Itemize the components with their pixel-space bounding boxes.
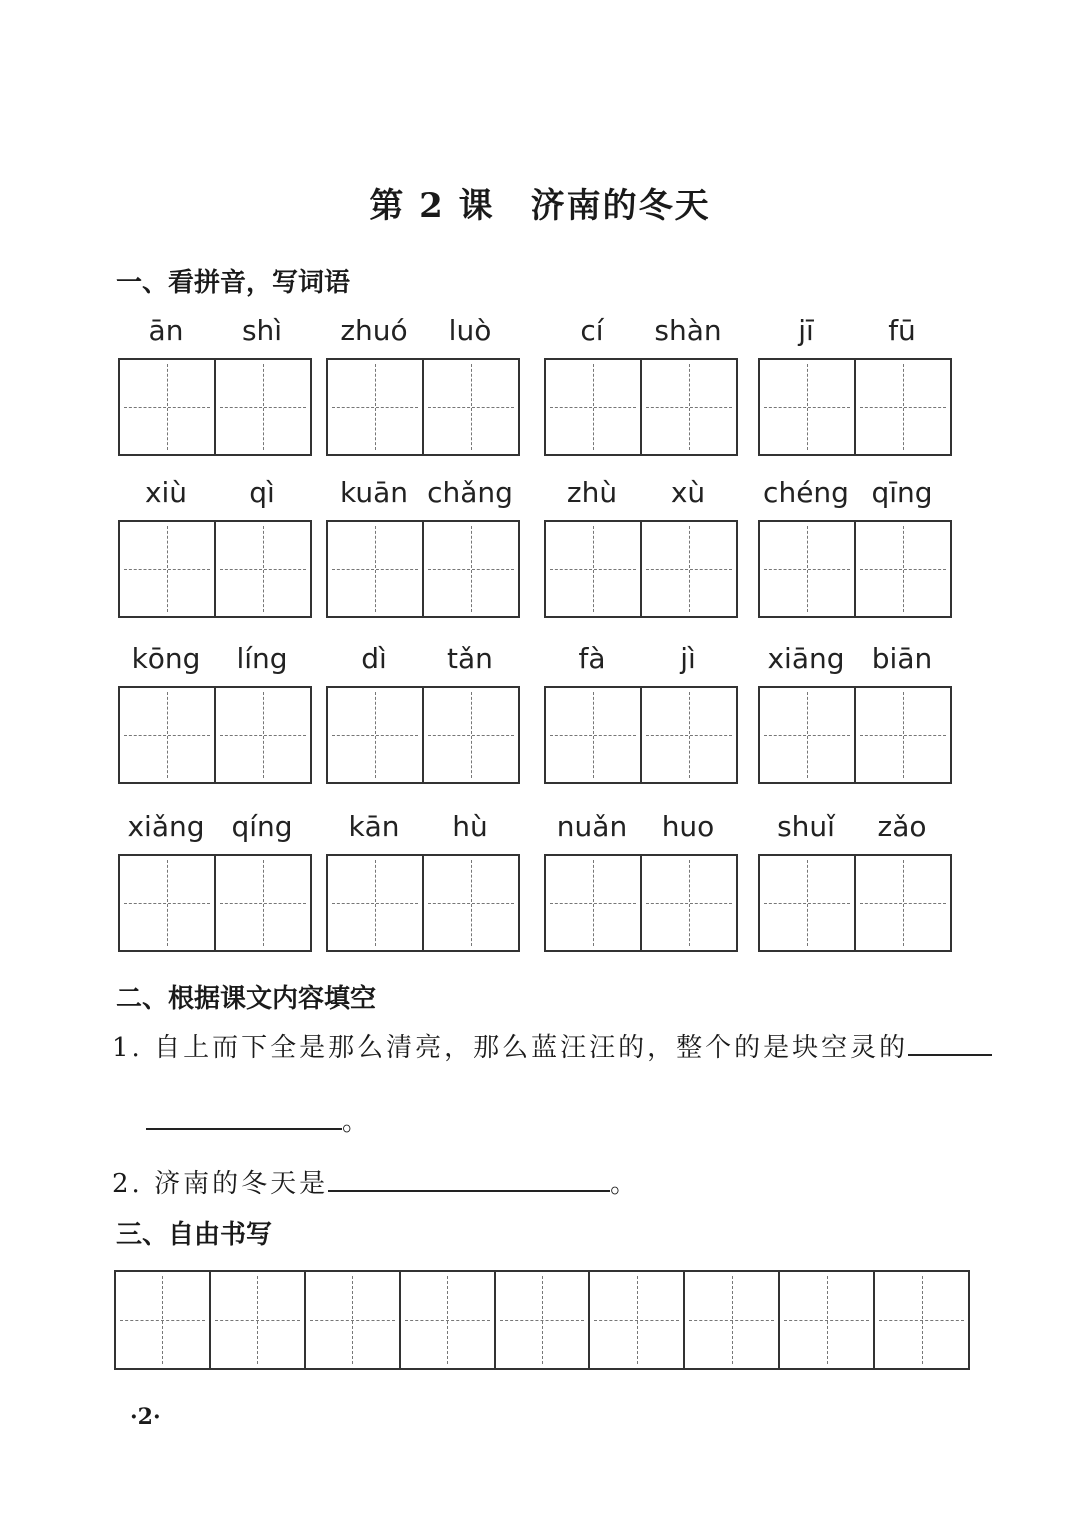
tianzige-cell[interactable] <box>120 522 214 616</box>
pinyin-label: ān <box>148 314 184 347</box>
pinyin-label: cí <box>580 314 604 347</box>
tianzige-cell[interactable] <box>760 360 854 454</box>
tianzige-cell[interactable] <box>116 1272 209 1368</box>
question-1 <box>112 1028 992 1065</box>
tianzige-cell[interactable] <box>328 856 422 950</box>
pinyin-label: nuǎn <box>556 810 628 843</box>
pinyin-label: kuān <box>339 476 408 509</box>
writing-box[interactable] <box>544 520 738 618</box>
tianzige-cell[interactable] <box>760 522 854 616</box>
writing-box[interactable] <box>326 686 520 784</box>
tianzige-cell[interactable] <box>640 688 736 782</box>
tianzige-cell[interactable] <box>640 522 736 616</box>
pinyin-label: zhù <box>566 476 618 509</box>
lesson-title <box>0 178 1080 227</box>
tianzige-cell[interactable] <box>304 1272 399 1368</box>
tianzige-cell[interactable] <box>778 1272 873 1368</box>
pinyin-label: chéng <box>763 476 849 509</box>
pinyin-label: fū <box>888 314 916 347</box>
tianzige-cell[interactable] <box>683 1272 778 1368</box>
tianzige-cell[interactable] <box>214 688 310 782</box>
pinyin-label: biān <box>871 642 933 675</box>
writing-box[interactable] <box>758 686 952 784</box>
pinyin-label: zhuó <box>340 314 408 347</box>
page-number: ·2· <box>130 1404 161 1430</box>
tianzige-cell[interactable] <box>854 688 950 782</box>
pinyin-label: jī <box>798 314 814 347</box>
tianzige-cell[interactable] <box>214 522 310 616</box>
tianzige-cell[interactable] <box>546 688 640 782</box>
pinyin-label: shì <box>241 314 283 347</box>
tianzige-cell[interactable] <box>422 856 518 950</box>
pinyin-label: fà <box>578 642 606 675</box>
question-2-end: 。 <box>610 1169 640 1199</box>
pinyin-label: tǎn <box>447 642 493 675</box>
pinyin-label: kōng <box>131 642 201 675</box>
pinyin-label: jì <box>680 642 696 675</box>
answer-blank-2[interactable] <box>328 1164 610 1192</box>
tianzige-cell[interactable] <box>399 1272 494 1368</box>
pinyin-label: hù <box>452 810 488 843</box>
lesson-number: 第 2 课 <box>369 186 495 226</box>
tianzige-cell[interactable] <box>546 856 640 950</box>
question-2-text: 2. 济南的冬天是 <box>112 1169 329 1199</box>
tianzige-cell[interactable] <box>854 522 950 616</box>
tianzige-cell[interactable] <box>214 856 310 950</box>
tianzige-cell[interactable] <box>546 360 640 454</box>
section-2-heading: 二、根据课文内容填空 <box>116 984 377 1014</box>
section-3-heading: 三、自由书写 <box>116 1220 273 1250</box>
tianzige-cell[interactable] <box>494 1272 589 1368</box>
pinyin-label: shàn <box>654 314 722 347</box>
question-1-continued <box>146 1102 371 1139</box>
tianzige-cell[interactable] <box>422 688 518 782</box>
writing-box[interactable] <box>118 358 312 456</box>
writing-box[interactable] <box>118 854 312 952</box>
pinyin-label: zǎo <box>877 810 927 843</box>
tianzige-cell[interactable] <box>120 856 214 950</box>
pinyin-label: huo <box>661 810 715 843</box>
question-1-text: 1. 自上而下全是那么清亮，那么蓝汪汪的，整个的是块空灵的 <box>112 1033 909 1063</box>
tianzige-cell[interactable] <box>328 522 422 616</box>
tianzige-cell[interactable] <box>422 360 518 454</box>
pinyin-label: xù <box>670 476 706 509</box>
tianzige-cell[interactable] <box>640 856 736 950</box>
lesson-name: 济南的冬天 <box>530 186 711 226</box>
writing-box[interactable] <box>758 520 952 618</box>
pinyin-label: xiù <box>144 476 188 509</box>
pinyin-label: chǎng <box>427 476 513 509</box>
free-writing-grid[interactable] <box>114 1270 970 1370</box>
question-2 <box>112 1164 639 1201</box>
answer-blank-1b[interactable] <box>146 1102 342 1130</box>
writing-box[interactable] <box>326 358 520 456</box>
tianzige-cell[interactable] <box>854 856 950 950</box>
section-1-heading: 一、看拼音，写词语 <box>116 268 351 298</box>
tianzige-cell[interactable] <box>209 1272 304 1368</box>
tianzige-cell[interactable] <box>760 688 854 782</box>
pinyin-label: dì <box>361 642 387 675</box>
tianzige-cell[interactable] <box>120 360 214 454</box>
question-1-end: 。 <box>342 1107 372 1137</box>
tianzige-cell[interactable] <box>588 1272 683 1368</box>
tianzige-cell[interactable] <box>640 360 736 454</box>
writing-box[interactable] <box>118 520 312 618</box>
writing-box[interactable] <box>544 854 738 952</box>
tianzige-cell[interactable] <box>422 522 518 616</box>
writing-box[interactable] <box>544 358 738 456</box>
pinyin-label: qì <box>249 476 275 509</box>
answer-blank-1a[interactable] <box>908 1028 992 1056</box>
writing-box[interactable] <box>758 854 952 952</box>
pinyin-label: xiāng <box>767 642 845 675</box>
pinyin-label: shuǐ <box>777 810 835 843</box>
tianzige-cell[interactable] <box>120 688 214 782</box>
writing-box[interactable] <box>118 686 312 784</box>
writing-box[interactable] <box>326 520 520 618</box>
pinyin-label: qīng <box>871 476 933 509</box>
tianzige-cell[interactable] <box>546 522 640 616</box>
writing-box[interactable] <box>544 686 738 784</box>
tianzige-cell[interactable] <box>873 1272 968 1368</box>
pinyin-label: luò <box>448 314 492 347</box>
writing-box[interactable] <box>326 854 520 952</box>
pinyin-label: kān <box>348 810 400 843</box>
pinyin-label: xiǎng <box>127 810 205 843</box>
writing-box[interactable] <box>758 358 952 456</box>
tianzige-cell[interactable] <box>328 360 422 454</box>
pinyin-label: qíng <box>231 810 293 843</box>
tianzige-cell[interactable] <box>328 688 422 782</box>
tianzige-cell[interactable] <box>760 856 854 950</box>
pinyin-label: líng <box>236 642 288 675</box>
tianzige-cell[interactable] <box>854 360 950 454</box>
tianzige-cell[interactable] <box>214 360 310 454</box>
